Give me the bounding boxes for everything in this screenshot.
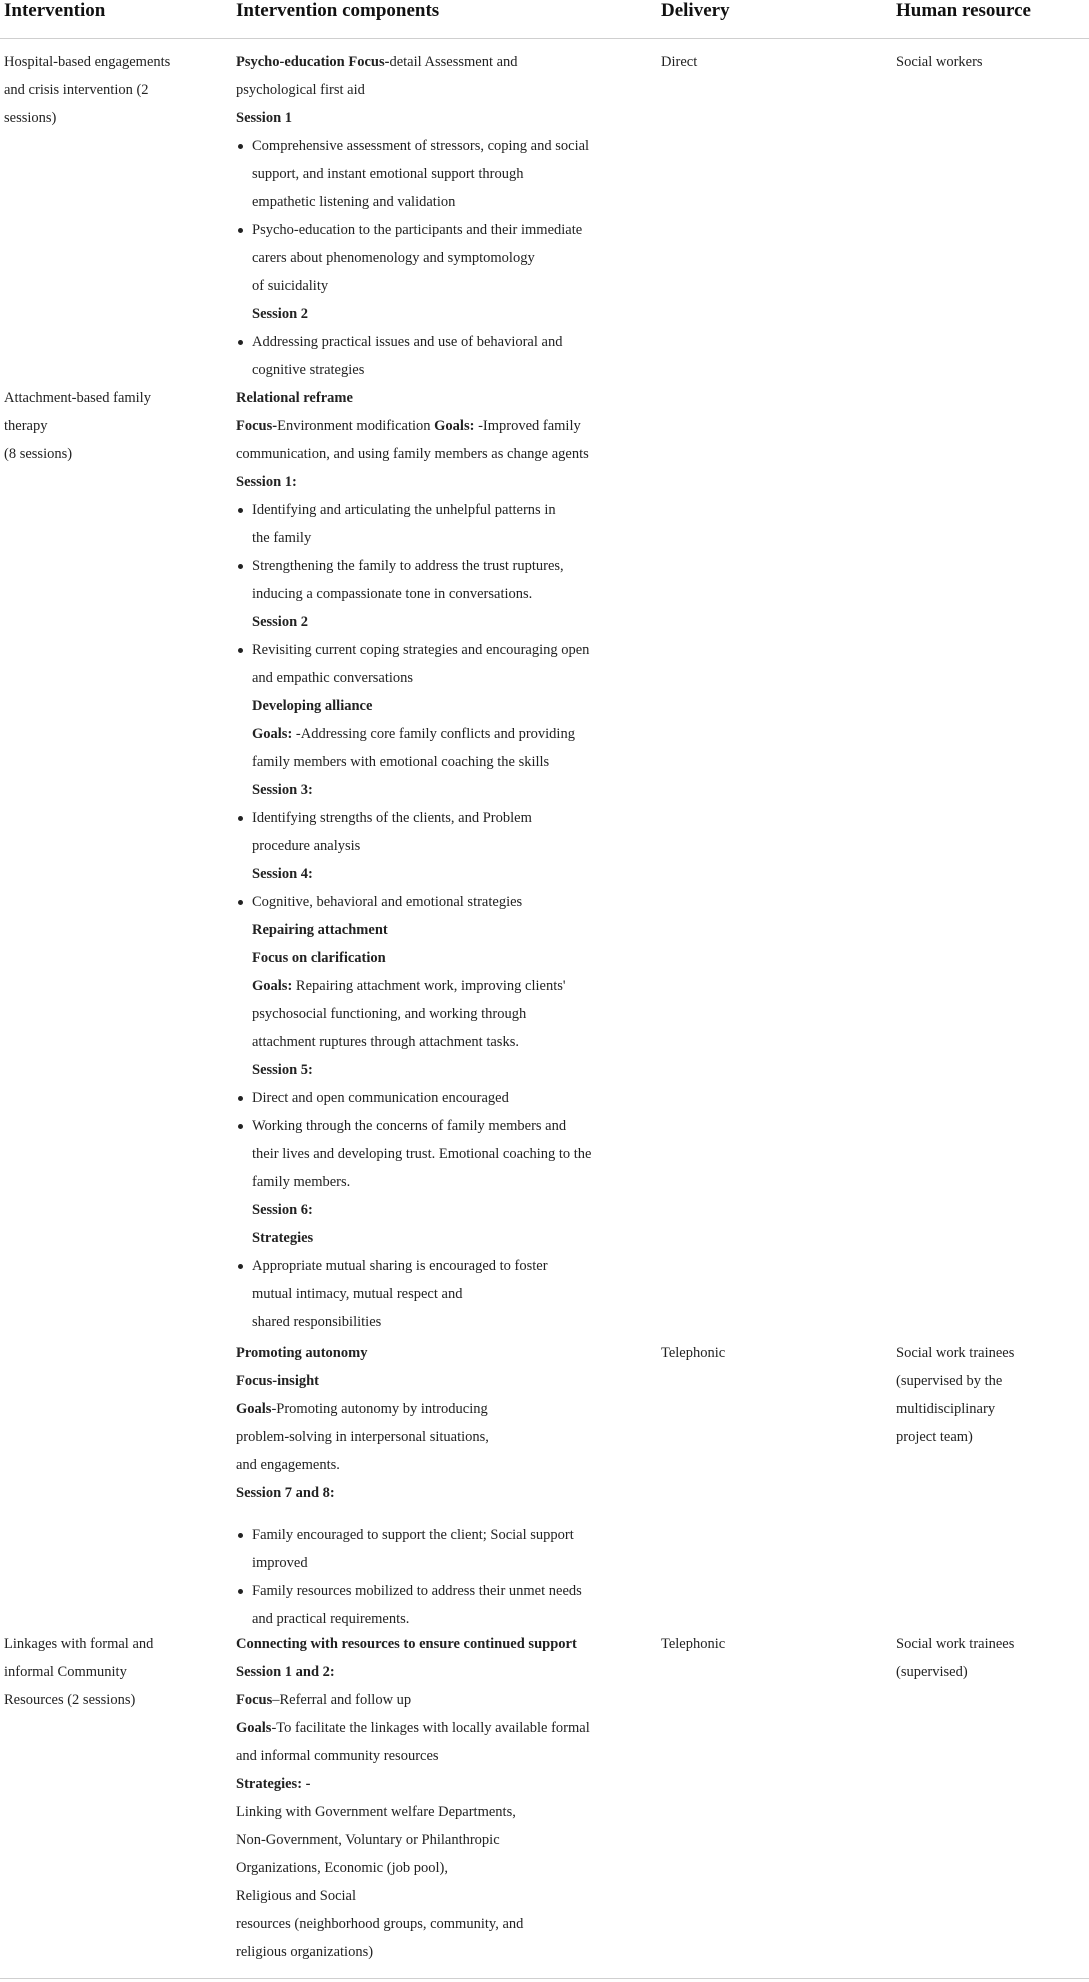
session-label: Session 6: bbox=[252, 1202, 313, 1218]
session-label: Session 1 and 2: bbox=[236, 1664, 335, 1680]
row-4-intervention: Linkages with formal and informal Community Resources (2 sessions) bbox=[4, 1636, 154, 1708]
session-label: Session 2 bbox=[252, 306, 309, 322]
session-label: Session 1: bbox=[236, 474, 297, 490]
row-1-components: Psycho-education Focus-detail Assessment and psychological first aid Session 1 Comprehensive assessment of stressors, coping and social support, and instant emotional support through empathetic listening and validation Psycho-education to the participants and their immediate carers about phenomenology and symptomology of suicidality Session 2 Addressing practical issues and use of behavioral and cognitive strategies bbox=[236, 48, 589, 384]
session-label: Session 1 bbox=[236, 110, 293, 126]
bullet-item: Strengthening the family to address the trust ruptures, inducing a compassionate tone in conversations. bbox=[236, 552, 591, 608]
row-3-human-resource: Social work trainees (supervised by the multidisciplinary project team) bbox=[896, 1345, 1015, 1445]
row-4-components: Connecting with resources to ensure continued support Session 1 and 2: Focus–Referral and follow up Goals-To facilitate the linkages with locally available formal and informal community resources Strategies: - Linking with Government welfare Departments, Non-Government, Voluntary or Philanthropic Organizations, Economic (job pool), Religious and Social resources (neighborhood groups, community, and religious organizations) bbox=[236, 1630, 590, 1966]
bullet-item: Family resources mobilized to address their unmet needs and practical requirements. bbox=[236, 1577, 582, 1633]
section-title: Connecting with resources to ensure continued support bbox=[236, 1636, 577, 1652]
header-intervention: Intervention bbox=[4, 0, 106, 21]
session-label: Session 3: bbox=[252, 782, 313, 798]
session-label: Session 2 bbox=[252, 614, 309, 630]
section-title: Promoting autonomy bbox=[236, 1345, 368, 1361]
bullet-item: Identifying and articulating the unhelpful patterns in the family bbox=[236, 496, 591, 552]
row-3-delivery: Telephonic bbox=[661, 1345, 726, 1361]
bullet-item: Psycho-education to the participants and their immediate carers about phenomenology and symptomology of suicidality bbox=[236, 216, 589, 300]
header-human-resource: Human resource bbox=[896, 0, 1031, 21]
bullet-item: Cognitive, behavioral and emotional strategies bbox=[236, 888, 591, 916]
bullet-item: Working through the concerns of family members and their lives and developing trust. Emotional coaching to the family members. bbox=[236, 1112, 591, 1196]
header-delivery: Delivery bbox=[661, 0, 730, 21]
row-2-intervention: Attachment-based family therapy (8 sessions) bbox=[4, 390, 151, 462]
bullet-item: Direct and open communication encouraged bbox=[236, 1084, 591, 1112]
row-3-components: Promoting autonomy Focus-insight Goals-Promoting autonomy by introducing problem-solving in interpersonal situations, and engagements. Session 7 and 8: Family encouraged to support the client; Social support improved Family resources mobilized to address their unmet needs and practical requirements. bbox=[236, 1339, 582, 1633]
table-header bbox=[0, 0, 1089, 39]
bullet-item: Identifying strengths of the clients, and Problem procedure analysis bbox=[236, 804, 591, 860]
bullet-item: Revisiting current coping strategies and encouraging open and empathic conversations bbox=[236, 636, 591, 692]
row-4-delivery: Telephonic bbox=[661, 1636, 726, 1652]
bullet-item: Family encouraged to support the client; Social support improved bbox=[236, 1521, 582, 1577]
header-components: Intervention components bbox=[236, 0, 440, 21]
section-title: Developing alliance bbox=[252, 698, 373, 714]
section-title: Relational reframe bbox=[236, 390, 353, 406]
row-1-intervention: Hospital-based engagements and crisis intervention (2 sessions) bbox=[4, 54, 171, 126]
row-1-human-resource: Social workers bbox=[896, 54, 983, 70]
bullet-item: Appropriate mutual sharing is encouraged to foster mutual intimacy, mutual respect and shared responsibilities bbox=[236, 1252, 591, 1336]
row-1-delivery: Direct bbox=[661, 54, 698, 70]
session-label: Session 4: bbox=[252, 866, 313, 882]
row-4-human-resource: Social work trainees (supervised) bbox=[896, 1636, 1015, 1680]
bullet-item: Addressing practical issues and use of behavioral and cognitive strategies bbox=[236, 328, 589, 384]
table-bottom-rule bbox=[0, 1978, 1089, 1979]
bullet-item: Comprehensive assessment of stressors, coping and social support, and instant emotional support through empathetic listening and validation bbox=[236, 132, 589, 216]
row-2-components: Relational reframe Focus-Environment modification Goals: -Improved family communication, and using family members as change agents Session 1: Identifying and articulating the unhelpful patterns in the family Strengthening the family to address the trust ruptures, inducing a compassionate tone in conversations. Session 2 Revisiting current coping strategies and encouraging open and empathic conversations Developing alliance Goals: -Addressing core family conflicts and providing family members with emotional coaching the skills Session 3: Identifying strengths of the clients, and Problem procedure analysis Session 4: Cognitive, behavioral and emotional strategies Repairing attachment Focus on clarification Goals: Repairing attachment work, improving clients' psychosocial functioning, and working through attachment ruptures through attachment tasks. Session 5: Direct and open communication encouraged Working through the concerns of family members and their lives and developing trust. Emotional coaching to the family members. Session 6: Strategies Appropriate mutual sharing is encouraged to foster mutual intimacy, mutual respect and shared responsibilities bbox=[236, 384, 591, 1336]
session-label: Session 7 and 8: bbox=[236, 1485, 335, 1501]
section-title: Repairing attachment bbox=[252, 922, 388, 938]
session-label: Session 5: bbox=[252, 1062, 313, 1078]
